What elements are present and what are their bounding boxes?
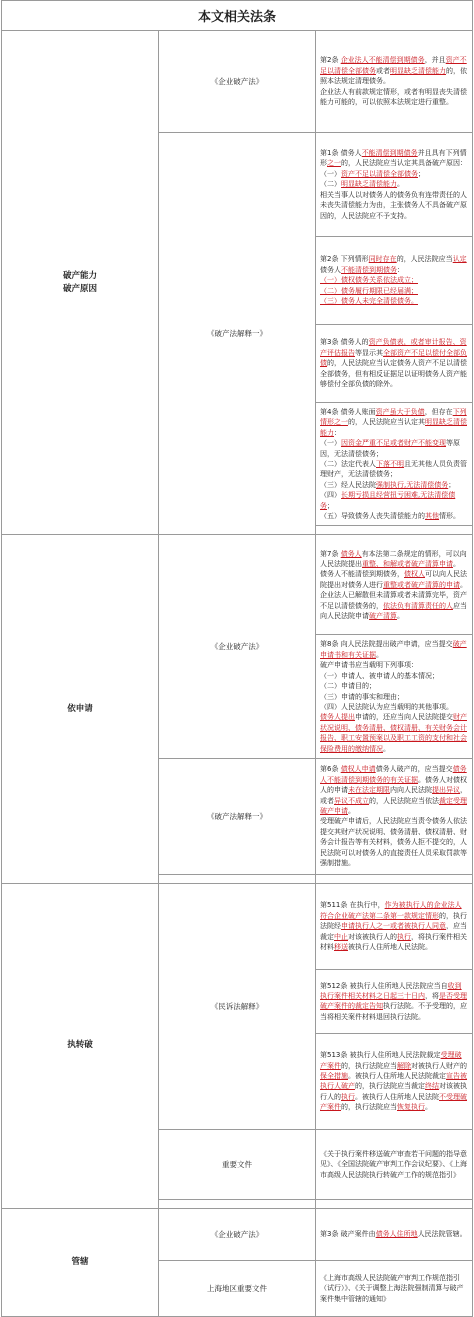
plain-text: 人民法院管辖。	[417, 1230, 467, 1239]
plain-text: 第1条 债务人	[320, 149, 362, 158]
plain-text: （四）人民法院认为应当载明的其他事项。	[320, 702, 453, 711]
highlighted-text: （三）债务人未完全清偿债务。	[320, 297, 418, 306]
plain-text: 第4条 债务人账面	[320, 408, 376, 416]
highlighted-text: 不能清偿到期债务	[341, 265, 397, 274]
highlighted-text: （一）债权债务关系依法成立；	[320, 276, 418, 285]
highlighted-text: 终结	[425, 1082, 439, 1091]
plain-text: 且无其他人员负责管理财产，无法清偿债务；	[320, 460, 467, 479]
plain-text: ，将	[425, 992, 439, 1001]
spacer-cell	[316, 1199, 473, 1208]
plain-text: 。	[453, 559, 460, 568]
law-name: 上海地区重要文件	[159, 1260, 316, 1316]
plain-text: 第7条	[320, 549, 341, 558]
highlighted-text: （二）债务履行期限已经届满；	[320, 286, 418, 295]
highlighted-text: 资产不足以清偿全部债务	[341, 169, 418, 178]
plain-text: 企业法人有前款规定情形，或者有明显丧失清偿能力可能的，可以依照本法规定进行重整。	[320, 87, 467, 107]
highlighted-text: 执行	[397, 932, 411, 941]
category-on-application	[2, 535, 159, 883]
article-cell	[316, 758, 473, 874]
law-name: 《企业破产法》	[159, 535, 316, 758]
highlighted-text: 债务人	[340, 549, 362, 558]
plain-text: 第512条 被执行人住所地人民法院应当自	[320, 981, 448, 990]
law-table	[1, 0, 473, 1317]
plain-text: 。	[425, 1103, 432, 1112]
plain-text: ，但存在	[424, 408, 453, 416]
plain-text: 第513条 被执行人住所地人民法院裁定	[320, 1051, 441, 1060]
law-name: 《企业破产法》	[159, 1208, 316, 1260]
highlighted-text: 同时存在	[368, 255, 397, 264]
highlighted-text: 不受理破产案件	[320, 1092, 467, 1112]
article-cell	[316, 237, 473, 325]
plain-text: 的，执行法院应当	[341, 1103, 397, 1112]
article-text	[320, 1229, 468, 1239]
plain-text: 对该被执行人的	[320, 1082, 467, 1101]
highlighted-text: 受理破产案件	[320, 1051, 462, 1070]
highlighted-text: 中止	[334, 932, 348, 941]
plain-text: 第2条 下列情形	[320, 255, 369, 264]
plain-text: 。被执行人住所地人民法院裁定	[348, 1072, 446, 1081]
plain-text: ，将执行案件相关材料	[320, 932, 467, 952]
plain-text: 的，人民法院应当认定其具备破产原因：	[341, 159, 467, 168]
plain-text: ，并且	[424, 56, 446, 65]
plain-text: ，应当裁定	[320, 922, 467, 941]
article-cell	[316, 31, 473, 133]
plain-text: （二）申请目的；	[320, 682, 376, 691]
plain-text: （一）	[320, 169, 341, 178]
plain-text: 。债务人对债权人的申请	[320, 775, 467, 795]
spacer-cell	[316, 526, 473, 535]
article-text	[320, 900, 468, 952]
highlighted-text: 资产负债表，或者审计报告、资产评估报告	[320, 338, 467, 357]
highlighted-text: 提出异议	[432, 786, 460, 795]
spacer-cell	[159, 874, 316, 883]
article-cell	[316, 1033, 473, 1129]
plain-text: 第511条 在执行中，	[320, 901, 385, 910]
plain-text: 的，人民法院应当依法	[369, 796, 439, 805]
highlighted-text: 其他	[425, 512, 439, 521]
article-cell	[316, 325, 473, 403]
highlighted-text: 申请执行人之一或者被执行人同意	[341, 922, 446, 931]
category-label: 破产原因	[62, 283, 97, 294]
plain-text: ：	[397, 265, 404, 274]
highlighted-text: 重整、和解或者破产清算申请	[362, 559, 453, 568]
highlighted-text: 资产虽大于负债	[375, 408, 425, 416]
highlighted-text: 明显缺乏清偿能力	[341, 180, 397, 189]
plain-text: 的，执行法院经	[320, 911, 467, 931]
highlighted-text: 作为被执行人的企业法人符合企业破产法第二条第一款规定情形	[320, 901, 462, 920]
plain-text: 的，人民法院应当认定债务人资产不足以清偿全部债务，但有相反证据足以证明债务人资产能够偿付全部负债的除外。	[320, 359, 467, 389]
article-text	[320, 1273, 468, 1304]
article-text	[320, 407, 468, 521]
law-name: 《破产法解释一》	[159, 133, 316, 535]
highlighted-text: 是否受理破产案件的裁定告知	[320, 992, 467, 1011]
highlighted-text: 破产申请书和有关证据	[320, 640, 467, 659]
plain-text: （五）导致债务人丧失清偿能力的	[320, 512, 425, 521]
plain-text: 的，执行法院应当裁定	[355, 1082, 425, 1091]
highlighted-text: 全部资产不足以偿付全部负债	[320, 348, 467, 368]
plain-text: 。	[397, 180, 404, 189]
plain-text: （四）	[320, 491, 341, 500]
plain-text: 受理破产申请后，人民法院应当责令债务人依法提交其财产状况说明、债务清册、债权清册、财务会计报告等有关材料，债务人拒不提交的，人民法院可以对债务人的直接责任人员采取罚款等强制措施。	[320, 817, 467, 868]
plain-text: 的，执行法院应当	[341, 1061, 397, 1070]
highlighted-text: 债务人不能清偿到期债务的有关证据	[320, 765, 467, 784]
law-name: 《民诉法解释》	[159, 883, 316, 1129]
plain-text: 或者	[376, 66, 390, 75]
plain-text: ：	[334, 428, 341, 437]
plain-text: 并且具有下列情形	[320, 149, 467, 168]
highlighted-text: 债务人住所地	[375, 1230, 418, 1239]
highlighted-text: 移送	[334, 943, 348, 952]
highlighted-text: 不能清偿到期债务	[361, 149, 418, 158]
law-name: 《企业破产法》	[159, 31, 316, 133]
plain-text: 可以向人民法院提出对债务人进行	[320, 570, 467, 589]
article-text	[320, 337, 468, 389]
plain-text: （一）	[320, 439, 341, 448]
plain-text: 的，人民法院应当	[396, 255, 453, 264]
plain-text: 等原因，无法清偿债务；	[320, 439, 460, 458]
plain-text: ；	[418, 169, 425, 178]
plain-text: （二）	[320, 180, 341, 189]
plain-text: 。	[383, 744, 390, 753]
article-cell	[316, 969, 473, 1033]
highlighted-text: 认定	[452, 255, 467, 264]
article-text	[320, 1050, 468, 1112]
plain-text: 。	[397, 611, 404, 620]
highlighted-text: 破产清算	[369, 611, 397, 620]
highlighted-text: 资产不足以清偿全部债务	[320, 56, 467, 75]
highlighted-text: 未在法定期限	[348, 786, 390, 795]
category-jurisdiction	[2, 1208, 159, 1316]
highlighted-text: 依法负有清算责任的人	[383, 601, 453, 610]
article-cell	[316, 883, 473, 969]
plain-text: 债务人破产的，应当提交	[375, 765, 453, 774]
plain-text: 的，人民法院应当认定其	[348, 418, 425, 427]
highlighted-text: 保全措施	[320, 1072, 348, 1081]
article-text	[320, 148, 468, 221]
plain-text: 第3条 破产案件由	[320, 1230, 376, 1239]
plain-text: 对被执行人财产的	[411, 1061, 467, 1070]
plain-text: 的，依照本法规定清理债务。	[320, 66, 467, 86]
highlighted-text: 收到执行案件相关材料之日起三十日内	[320, 981, 462, 1001]
plain-text: 《上海市高级人民法院破产审判工作规范指引（试行）》、《关于调整上海法院强制清算与破产案件集中管辖的通知》	[320, 1273, 464, 1303]
article-text	[320, 254, 468, 306]
plain-text: 执行法院。不予受理的，应当将相关案件材料退回执行法院。	[320, 1002, 467, 1021]
plain-text: ；	[327, 501, 334, 510]
highlighted-text: 债务人提出	[320, 713, 355, 722]
plain-text: 相关当事人以对债务人的债务负有连带责任的人未丧失清偿能力为由，主张债务人不具备破产原因的，人民法院应不予支持。	[320, 190, 467, 220]
highlighted-text: 裁定受理破产申请	[320, 796, 467, 816]
article-text	[320, 1149, 468, 1180]
spacer-cell	[159, 1199, 316, 1208]
highlighted-text: 重整或者破产清算的申请	[383, 580, 460, 589]
plain-text: 第6条	[320, 765, 341, 774]
category-label: 管辖	[71, 1256, 89, 1267]
plain-text: 《关于执行案件移送破产审查若干问题的指导意见》、《全国法院破产审判工作会议纪要》、《上海市高级人民法院执行转破产工作的规范指引》	[320, 1149, 467, 1179]
highlighted-text: 宣告被执行人破产	[320, 1072, 467, 1091]
article-cell	[316, 403, 473, 526]
category-label: 破产能力	[62, 270, 97, 281]
plain-text: 内向人民法院	[390, 786, 432, 795]
plain-text: （一）申请人、被申请人的基本情况；	[320, 671, 439, 680]
law-name: 《破产法解释一》	[159, 758, 316, 874]
plain-text: 。	[348, 807, 355, 816]
plain-text: 破产申请书应当载明下列事项：	[320, 661, 418, 670]
article-text	[320, 549, 468, 622]
category-label: 依申请	[67, 703, 93, 714]
highlighted-text: 恢复执行	[397, 1103, 425, 1112]
highlighted-text: 因资金严重不足或者财产不能变现	[341, 439, 446, 448]
article-text	[320, 639, 468, 753]
plain-text: 等显示其	[355, 348, 383, 357]
plain-text: 企业法人已解散但未清算或者未清算完毕，资产不足以清偿债务的，	[320, 591, 467, 610]
plain-text: 第2条	[320, 56, 341, 65]
plain-text: （二）法定代表人	[320, 460, 376, 469]
highlighted-text: 明显缺乏清偿能力	[320, 418, 467, 437]
article-text	[320, 981, 468, 1023]
plain-text: 。	[376, 650, 383, 659]
highlighted-text: 下落不明	[376, 460, 404, 469]
plain-text: ；	[448, 480, 456, 489]
highlighted-text: 债权人申请	[340, 765, 376, 774]
plain-text: 应当向人民法院申请	[320, 601, 467, 620]
highlighted-text: 长期亏损且经营扭亏困难,无法清偿债务	[320, 491, 456, 510]
highlighted-text: 强制执行,无法清偿债务	[376, 480, 449, 489]
law-name: 重要文件	[159, 1129, 316, 1199]
category-execution-to-bankruptcy	[2, 883, 159, 1208]
plain-text: 第8条 向人民法院提出破产申请，应当提交	[320, 640, 453, 649]
highlighted-text: 明显缺乏清偿能力	[390, 66, 446, 75]
article-cell	[316, 133, 473, 237]
plain-text: 对该被执行人的	[348, 932, 397, 941]
table-title: 本文相关法条	[2, 1, 473, 31]
highlighted-text: 财产状况说明、债务清册、债权清册、有关财务会计报告、职工安置预案以及职工工资的支付和社会保险费用的缴纳情况	[320, 713, 467, 753]
highlighted-text: 异议不成立	[334, 796, 369, 805]
plain-text: （三）申请的事实和理由；	[320, 692, 404, 701]
category-label: 执转破	[67, 1040, 93, 1051]
plain-text: （三）经人民法院	[320, 480, 376, 489]
highlighted-text: 执行	[341, 1092, 355, 1101]
highlighted-text: 下列情形之一	[320, 408, 467, 427]
highlighted-text: 之一	[327, 159, 341, 168]
plain-text: 情形。	[439, 512, 460, 521]
plain-text: 申请的，还应当向人民法院提交	[355, 713, 453, 722]
plain-text: 债务人不能清偿到期债务，	[320, 570, 404, 579]
article-cell	[316, 1129, 473, 1199]
plain-text: 债务人	[320, 265, 341, 274]
highlighted-text: 债权人	[404, 570, 425, 579]
plain-text: 。	[460, 580, 467, 589]
plain-text: 有本法第二条规定的情形，可以向人民法院提出	[320, 549, 467, 568]
plain-text: 。被执行人住所地人民法院	[355, 1092, 439, 1101]
plain-text: 被执行人住所地人民法院。	[348, 943, 432, 952]
highlighted-text: 解除	[397, 1061, 411, 1070]
article-cell	[316, 1260, 473, 1316]
highlighted-text: 企业法人不能清偿到期债务	[340, 56, 425, 65]
article-text	[320, 55, 468, 107]
plain-text: 第3条 债务人的	[320, 338, 369, 347]
article-cell	[316, 535, 473, 635]
article-text	[320, 764, 468, 868]
category-bankruptcy-capacity	[2, 31, 159, 535]
plain-text: ，或者	[320, 786, 467, 805]
spacer-cell	[316, 874, 473, 883]
article-cell	[316, 1208, 473, 1260]
article-cell	[316, 635, 473, 758]
